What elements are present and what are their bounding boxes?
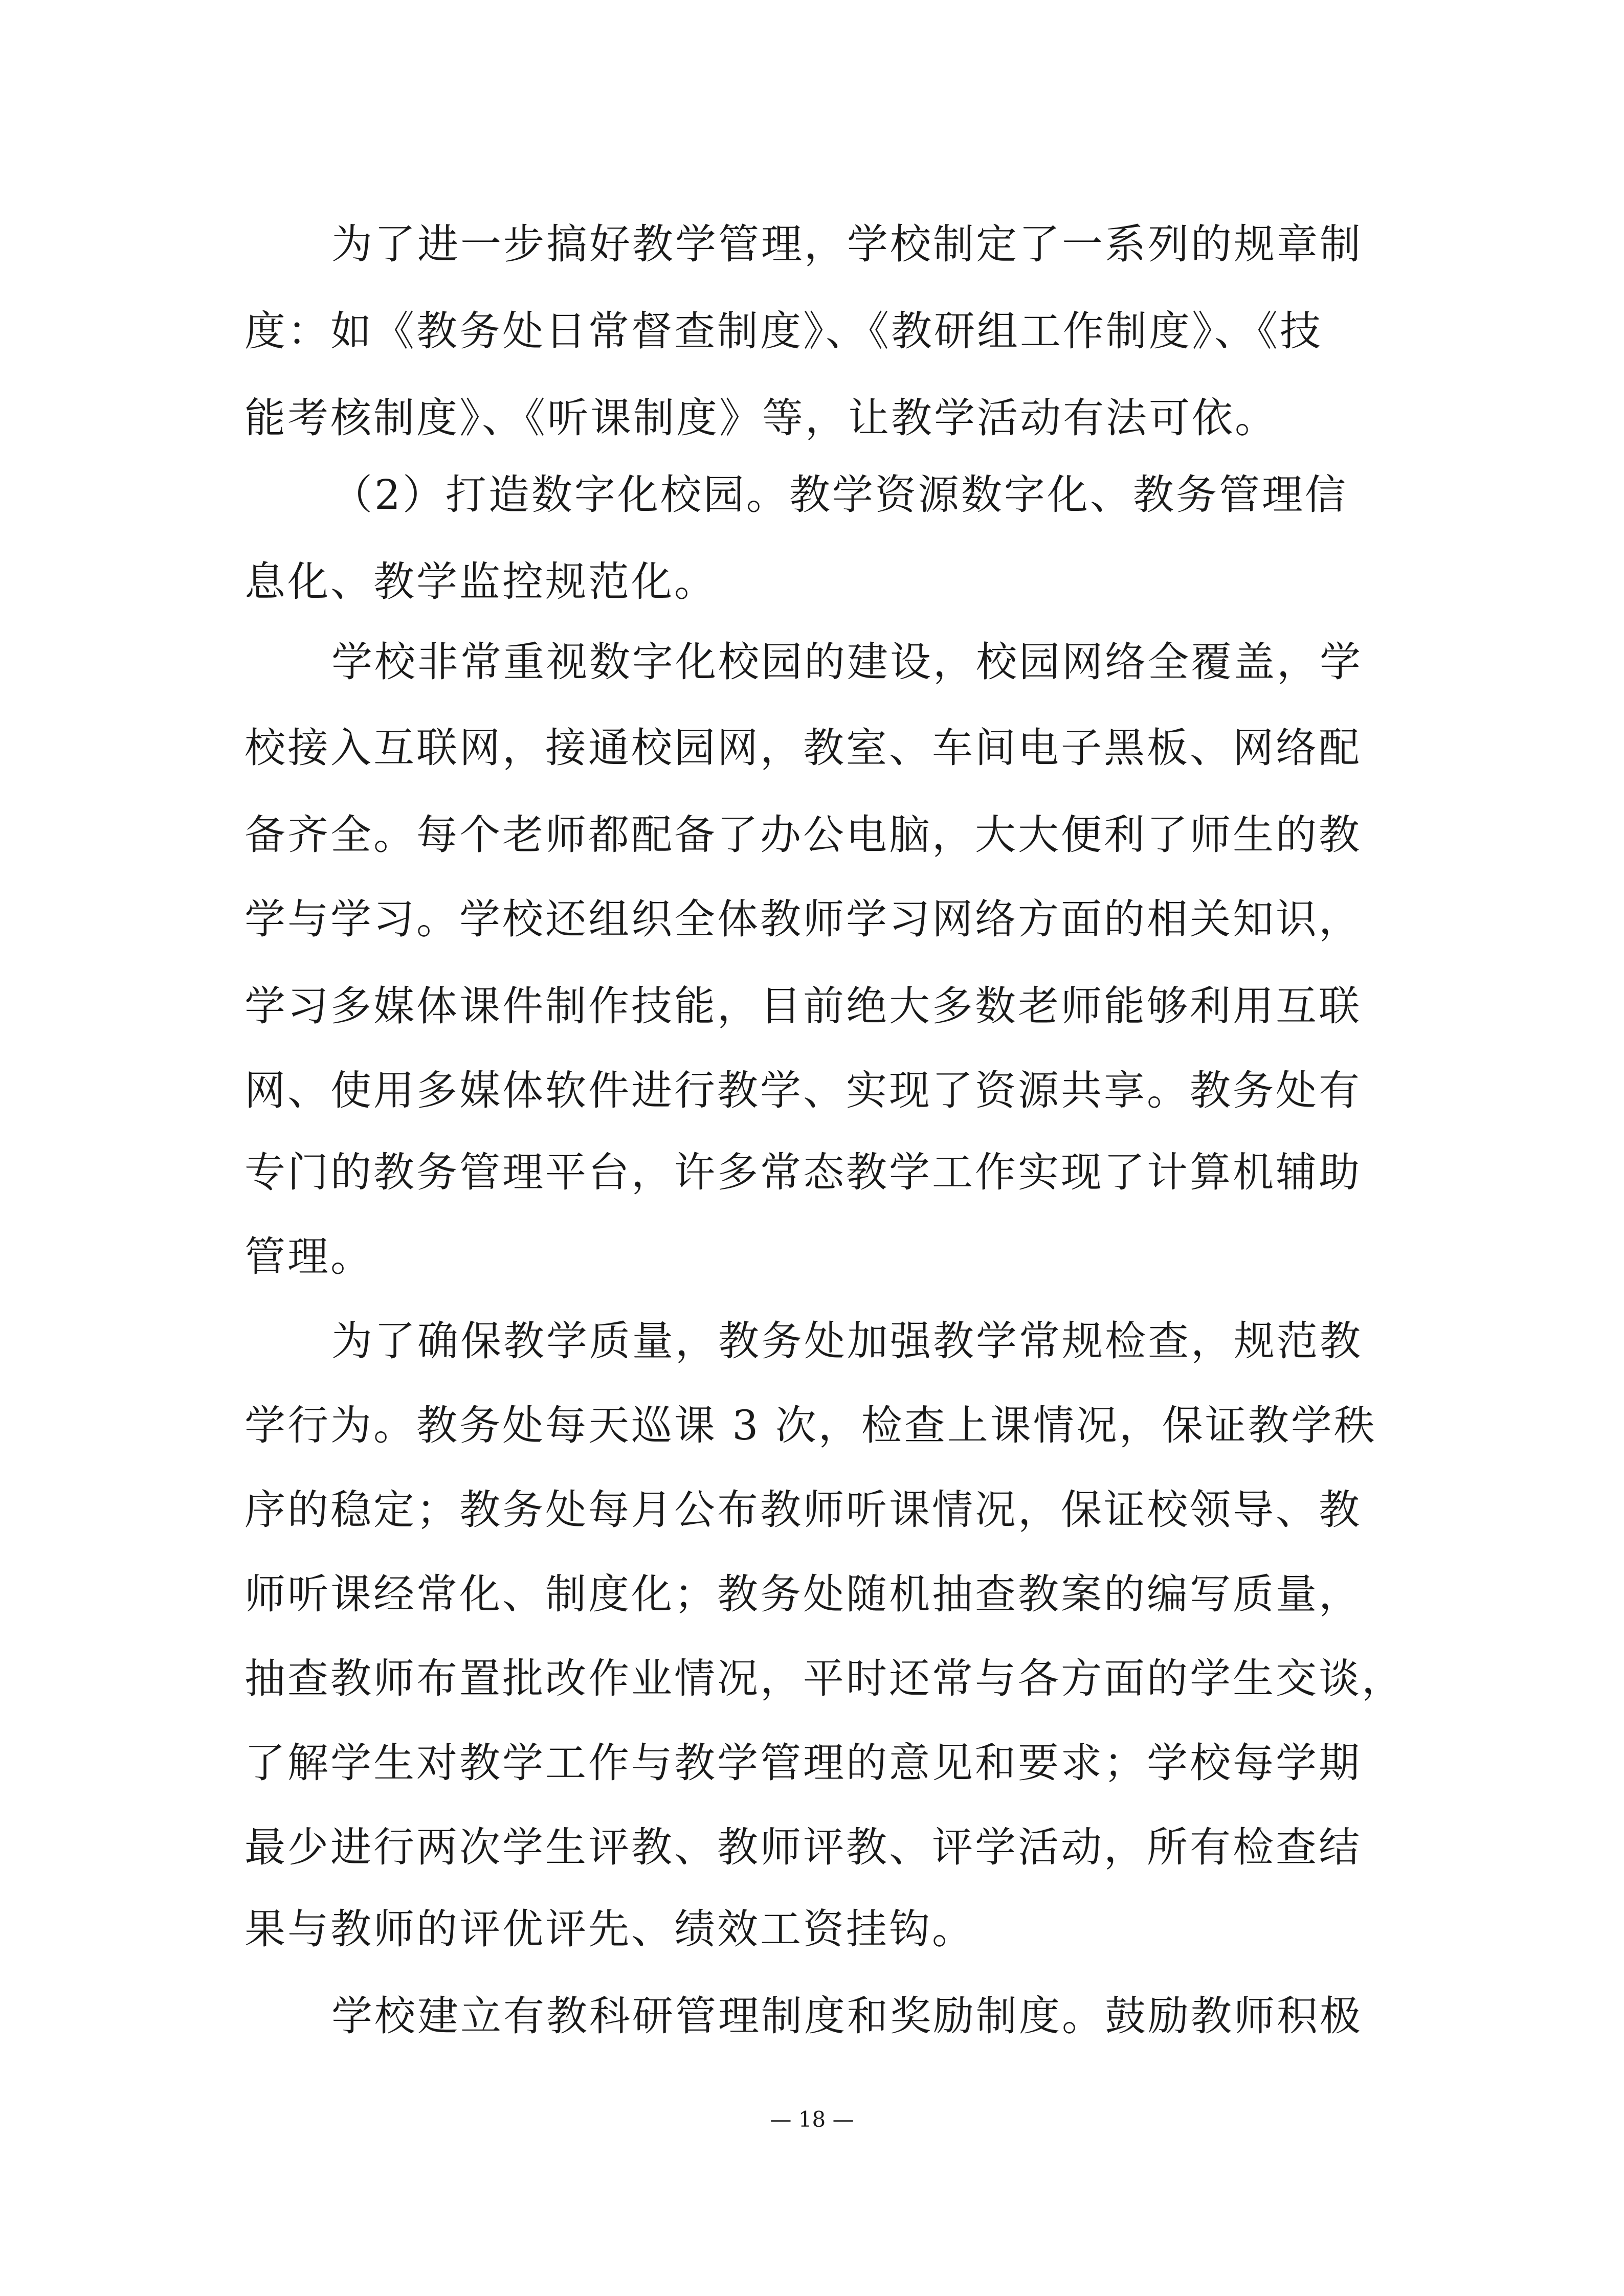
- page-number: — 18 —: [770, 2107, 854, 2132]
- paragraph-line: 学与学习。学校还组织全体教师学习网络方面的相关知识，: [244, 895, 1362, 943]
- paragraph-line: 度：如《教务处日常督查制度》、《教研组工作制度》、《技: [244, 307, 1323, 355]
- paragraph-line: 抽查教师布置批改作业情况，平时还常与各方面的学生交谈，: [244, 1655, 1405, 1702]
- paragraph-line: （2）打造数字化校园。教学资源数字化、教务管理信: [331, 471, 1348, 519]
- paragraph-line: 管理。: [244, 1233, 373, 1280]
- paragraph-line: 备齐全。每个老师都配备了办公电脑，大大便利了师生的教: [244, 811, 1362, 859]
- paragraph-line: 序的稳定；教务处每月公布教师听课情况，保证校领导、教: [244, 1486, 1362, 1534]
- paragraph-line: 最少进行两次学生评教、教师评教、评学活动，所有检查结: [244, 1824, 1362, 1871]
- paragraph-line: 师听课经常化、制度化；教务处随机抽查教案的编写质量，: [244, 1570, 1362, 1618]
- paragraph-line: 为了进一步搞好教学管理，学校制定了一系列的规章制: [331, 220, 1363, 268]
- paragraph-line: 为了确保教学质量，教务处加强教学常规检查，规范教: [331, 1317, 1363, 1365]
- paragraph-line: 网、使用多媒体软件进行教学、实现了资源共享。教务处有: [244, 1067, 1362, 1114]
- paragraph-line: 了解学生对教学工作与教学管理的意见和要求；学校每学期: [244, 1739, 1362, 1787]
- paragraph-line: 能考核制度》、《听课制度》等，让教学活动有法可依。: [244, 394, 1278, 442]
- paragraph-line: 学习多媒体课件制作技能，目前绝大多数老师能够利用互联: [244, 982, 1362, 1030]
- paragraph-line: 专门的教务管理平台，许多常态教学工作实现了计算机辅助: [244, 1149, 1362, 1196]
- paragraph-line: 息化、教学监控规范化。: [244, 558, 717, 605]
- paragraph-line: 果与教师的评优评先、绩效工资挂钩。: [244, 1905, 975, 1953]
- paragraph-line: 学校非常重视数字化校园的建设，校园网络全覆盖，学: [331, 638, 1363, 686]
- paragraph-line: 学校建立有教科研管理制度和奖励制度。鼓励教师积极: [331, 1992, 1363, 2040]
- paragraph-line: 校接入互联网，接通校园网，教室、车间电子黑板、网络配: [244, 724, 1362, 772]
- paragraph-line: 学行为。教务处每天巡课 3 次，检查上课情况，保证教学秩: [244, 1402, 1377, 1449]
